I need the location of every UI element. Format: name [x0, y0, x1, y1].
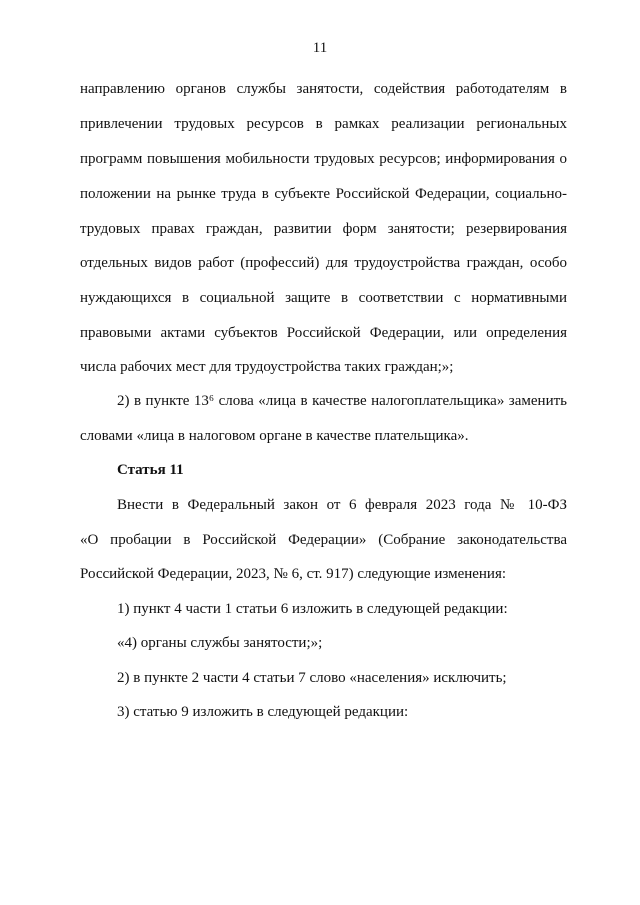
- intro-line: Российской Федерации, 2023, № 6, ст. 917) следующие изменения:: [80, 566, 507, 582]
- paragraph-line: направлению органов службы занятости, содействия работодателям в: [80, 81, 567, 97]
- amendment-line: 1) пункт 4 части 1 статьи 6 изложить в следующей редакции:: [117, 601, 508, 617]
- page-number: 11: [312, 40, 328, 56]
- article-heading: Статья 11: [117, 462, 184, 478]
- paragraph-line: трудовых правах граждан, развитии форм занятости; резервирования: [80, 221, 567, 237]
- paragraph-line: числа рабочих мест для трудоустройства таких граждан;»;: [80, 359, 454, 375]
- amendment-line: 2) в пункте 2 части 4 статьи 7 слово «населения» исключить;: [117, 670, 507, 686]
- amendment-line: 3) статью 9 изложить в следующей редакции:: [117, 704, 409, 720]
- paragraph-line: привлечении трудовых ресурсов в рамках реализации региональных: [80, 116, 567, 132]
- paragraph-line: программ повышения мобильности трудовых ресурсов; информирования о: [80, 151, 567, 167]
- paragraph-line: положении на рынке труда в субъекте Российской Федерации, социально-: [80, 186, 567, 202]
- item-line: 2) в пункте 13⁶ слова «лица в качестве налогоплательщика» заменить: [117, 393, 567, 409]
- item-line: словами «лица в налоговом органе в качестве плательщика».: [80, 428, 469, 444]
- amendment-line: «4) органы службы занятости;»;: [117, 635, 323, 651]
- paragraph-line: нуждающихся в социальной защите в соответствии с нормативными: [80, 290, 567, 306]
- intro-line: «О пробации в Российской Федерации» (Собрание законодательства: [80, 532, 567, 548]
- paragraph-line: отдельных видов работ (профессий) для трудоустройства граждан, особо: [80, 255, 567, 271]
- paragraph-line: правовыми актами субъектов Российской Федерации, или определения: [80, 325, 567, 341]
- intro-line: Внести в Федеральный закон от 6 февраля 2023 года № 10-ФЗ: [117, 497, 567, 513]
